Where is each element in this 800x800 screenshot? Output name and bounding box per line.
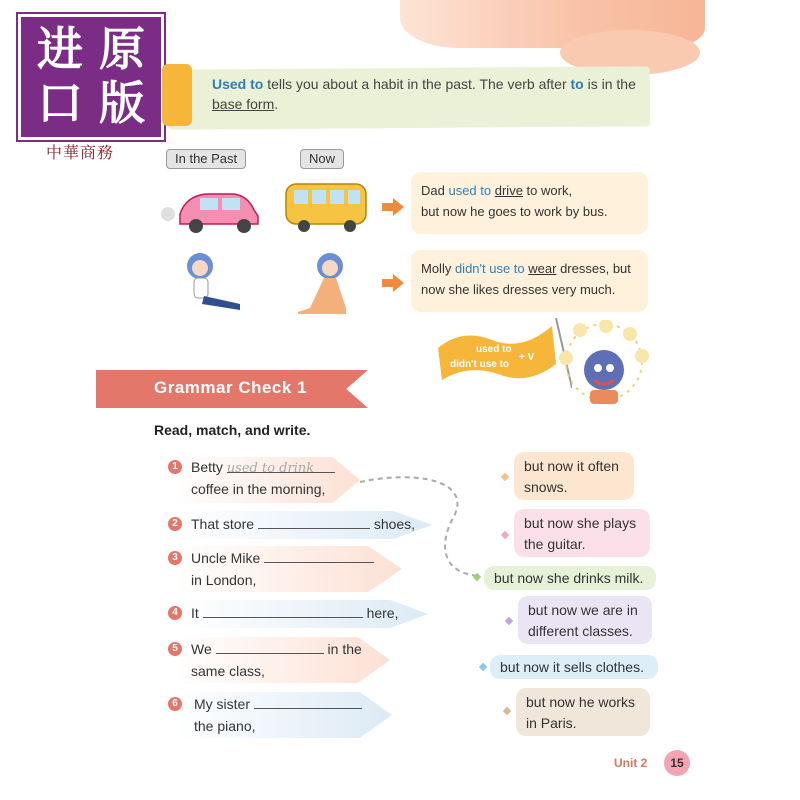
answer-option: but now she plays the guitar. (514, 509, 650, 557)
exercise-4: It here, (191, 605, 399, 621)
molly-dress-illustration (290, 250, 364, 316)
rule-text: is in the (583, 76, 636, 92)
focus-badge-icon (162, 64, 192, 126)
unit-label: Unit 2 (614, 756, 648, 770)
exercise-3: Uncle Mike in London, (191, 547, 401, 591)
logo-char: 口 (37, 76, 83, 130)
exercise-2: That store shoes, (191, 516, 416, 532)
exercise-5: We in the same class, (191, 641, 362, 679)
publisher-name: 中華商務 (46, 143, 115, 162)
exercise-number: 4 (168, 606, 182, 620)
exercise-number: 2 (168, 517, 182, 531)
section-title: Grammar Check 1 (154, 378, 308, 397)
exercise-1: Betty used to drink coffee in the morning, (191, 456, 361, 500)
answer-field[interactable] (258, 514, 370, 529)
example-line: Dad used to drive to work, (421, 183, 573, 198)
answer-field[interactable] (203, 603, 363, 618)
label-in-the-past: In the Past (166, 149, 246, 169)
example-line: Molly didn't use to wear dresses, but (421, 261, 631, 276)
rule-text: . (274, 96, 279, 112)
answer-option: but now we are in different classes. (518, 596, 652, 644)
instruction: Read, match, and write. (154, 422, 311, 438)
mascot-illustration (554, 320, 654, 412)
answer-option: but now she drinks milk. (484, 566, 656, 590)
logo-char: 原 (99, 22, 145, 76)
focus-rule-text (212, 74, 642, 114)
example-line: but now he goes to work by bus. (421, 204, 608, 219)
keyword: Used to (212, 76, 264, 92)
rule-text: tells you about a habit in the past. The verb after (263, 76, 571, 92)
exercise-number: 3 (168, 551, 182, 565)
match-dot[interactable] (501, 473, 509, 481)
flag-text: + V (519, 352, 535, 363)
answer-option: but now he works in Paris. (516, 688, 650, 736)
page-number: 15 (664, 750, 690, 776)
match-dot[interactable] (503, 707, 511, 715)
flag-text: didn't use to (450, 359, 510, 370)
molly-pants-illustration (180, 250, 254, 316)
answer-option: but now it sells clothes. (490, 655, 658, 679)
keyword: to (570, 76, 584, 92)
pink-car-illustration (156, 180, 266, 236)
exercise-number: 1 (168, 460, 182, 474)
answer-field[interactable]: used to drink (227, 458, 335, 473)
logo-char: 版 (99, 76, 145, 130)
exercise-6: My sister the piano, (194, 693, 390, 737)
arrow-right-icon (380, 272, 406, 294)
match-dot[interactable] (501, 531, 509, 539)
example-line: now she likes dresses very much. (421, 282, 616, 297)
exercise-number: 6 (168, 697, 182, 711)
answer-option: but now it often snows. (514, 452, 634, 500)
match-dot[interactable] (479, 663, 487, 671)
match-dot[interactable] (505, 617, 513, 625)
publisher-logo (18, 14, 164, 140)
answer-field[interactable] (254, 694, 362, 709)
yellow-bus-illustration (280, 178, 370, 236)
flag-text: used to (476, 344, 512, 355)
label-now: Now (300, 149, 344, 169)
example-sentence-1 (411, 172, 648, 234)
arrow-right-icon (380, 196, 406, 218)
example-sentence-2 (411, 250, 648, 312)
keyword-underlined: base form (212, 96, 275, 112)
answer-field[interactable] (216, 639, 324, 654)
answer-field[interactable] (264, 548, 374, 563)
exercise-number: 5 (168, 642, 182, 656)
logo-char: 进 (37, 22, 83, 76)
